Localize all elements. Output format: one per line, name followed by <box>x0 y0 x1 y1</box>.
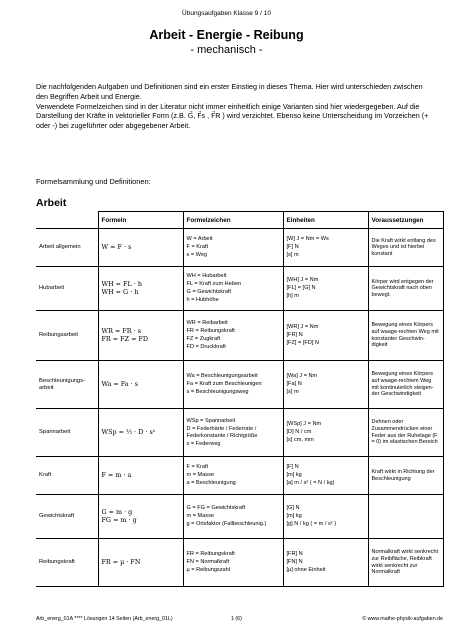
intro-paragraph-1: Die nachfolgenden Aufgaben und Definitionen sind ein erster Einstieg in dieses Thema. Hier wird unterschieden zwischen den Begriffen Arbeit und Energie. <box>36 82 423 101</box>
condition-cell: Dehnen oder Zusammendrücken einer Feder aus der Ruhelage (F = 0) im elastischen Bereich <box>368 409 443 457</box>
symbols-cell-line: W = Arbeit <box>186 236 213 242</box>
header-formelzeichen: Formelzeichen <box>183 212 283 229</box>
symbols-cell-line: g = Ortsfaktor (Fallbeschleunig.) <box>186 521 267 527</box>
units-cell <box>283 457 368 495</box>
formula-table <box>36 211 444 587</box>
symbols-cell-line: h = Hubhöhe <box>186 297 219 303</box>
table-header-row <box>36 212 443 229</box>
row-name: Spannarbeit <box>36 409 98 457</box>
condition-cell: Körper wird entgegen der Gewichtskraft nach oben bewegt. <box>368 267 443 311</box>
symbols-cell-line: WR = Reibarbeit <box>186 320 228 326</box>
symbols-cell-line: m = Masse <box>186 472 215 478</box>
condition-cell <box>368 495 443 539</box>
symbols-cell-line: FZ = Zugkraft <box>186 336 221 342</box>
symbols-cell <box>183 539 283 587</box>
symbols-cell-line: a = Beschleunigung <box>186 480 236 486</box>
units-cell-line: [WR] J = Nm <box>286 324 319 330</box>
formula-cell-line: WR = FR · s <box>101 327 141 335</box>
table-row <box>36 229 443 267</box>
units-cell <box>283 539 368 587</box>
symbols-cell-line: FN = Normalkraft <box>186 559 230 565</box>
formula-cell <box>98 409 183 457</box>
formula-cell-line: FR = µ · FN <box>101 558 141 566</box>
formula-cell-line: WH = FL · h <box>101 280 142 288</box>
row-name: Reibungskraft <box>36 539 98 587</box>
units-cell-line: [FR] N <box>286 551 303 557</box>
row-name: Reibungsarbeit <box>36 311 98 361</box>
units-cell-line: [m] kg <box>286 472 302 478</box>
header-voraussetzungen: Voraussetzungen <box>368 212 443 229</box>
units-cell <box>283 267 368 311</box>
symbols-cell <box>183 311 283 361</box>
units-cell-line: [µ] ohne Einheit <box>286 567 326 573</box>
symbols-cell-line: F = Kraft <box>186 244 209 250</box>
symbols-cell-line: G = Gewichtskraft <box>186 289 232 295</box>
symbols-cell-line: FL = Kraft zum Heben <box>186 281 242 287</box>
units-cell-line: [a] m / s² ( = N / kg) <box>286 480 335 486</box>
symbols-cell <box>183 267 283 311</box>
units-cell-line: [D] N / cm <box>286 429 312 435</box>
symbols-cell-line: G = FG = Gewichtskraft <box>186 505 246 511</box>
row-name: Beschleunigungs-arbeit <box>36 361 98 409</box>
symbols-cell-line: s = Beschleunigungsweg <box>186 389 249 395</box>
symbols-cell-line: s = Federweg <box>186 440 221 447</box>
units-cell-line: [FZ] = [FD] N <box>286 340 319 346</box>
table-row <box>36 311 443 361</box>
footer-page-number: 1 (6) <box>231 616 242 622</box>
condition-cell: Normalkraft wirkt senkrecht zur Reibfläche, Reibkraft wirkt senkrecht zur Normalkraft <box>368 539 443 587</box>
table-row <box>36 361 443 409</box>
symbols-cell-line: Fa = Kraft zum Beschleunigen <box>186 381 262 387</box>
condition-cell: Die Kraft wirkt entlang des Weges und ist hierbei konstant <box>368 229 443 267</box>
units-cell-line: [FL] = [G] N <box>286 285 316 291</box>
units-cell-line: [FN] N <box>286 559 303 565</box>
units-cell-line: [WSp] J = Nm <box>286 421 322 427</box>
formula-cell-line: W = F · s <box>101 243 132 251</box>
row-name: Gewichtskraft <box>36 495 98 539</box>
formula-cell <box>98 495 183 539</box>
page-title: Arbeit - Energie - Reibung <box>149 28 304 42</box>
row-name: Hubarbeit <box>36 267 98 311</box>
units-cell-line: [s] cm, mm <box>286 437 314 443</box>
footer-left: Arb_energ_01A **** Lösungen 14 Seiten (Arb_energ_01L) <box>36 616 173 622</box>
symbols-cell-line: m = Masse <box>186 513 215 519</box>
symbols-cell-line: FR = Reibungskraft <box>186 551 235 557</box>
symbols-cell <box>183 361 283 409</box>
units-cell-line: [Wa] J = Nm <box>286 373 318 379</box>
table-row <box>36 539 443 587</box>
units-cell <box>283 495 368 539</box>
formula-cell <box>98 539 183 587</box>
formula-cell <box>98 361 183 409</box>
header-formeln: Formeln <box>98 212 183 229</box>
table-row <box>36 495 443 539</box>
formula-cell <box>98 229 183 267</box>
units-cell-line: [WH] J = Nm <box>286 277 319 283</box>
page-header: Übungsaufgaben Klasse 9 / 10 <box>182 10 271 17</box>
symbols-cell-line: s = Weg <box>186 252 208 258</box>
condition-cell: Bewegung eines Körpers auf waage-rechtem Weg mit kontinuierlich steigen-der Geschwindigkeit <box>368 361 443 409</box>
symbols-cell-line: Wa = Beschleunigungsarbeit <box>186 373 258 379</box>
formula-cell <box>98 267 183 311</box>
formula-cell-line: FG = m · g <box>101 516 137 524</box>
symbols-cell-line: µ = Reibungszahl <box>186 567 230 573</box>
formula-cell <box>98 311 183 361</box>
formula-cell-line: Wa = Fa · s <box>101 380 138 388</box>
symbols-cell-line: WH = Hubarbeit <box>186 273 227 279</box>
units-cell <box>283 361 368 409</box>
row-name: Kraft <box>36 457 98 495</box>
formula-cell-line: F = m · a <box>101 471 132 479</box>
units-cell <box>283 409 368 457</box>
units-cell-line: [F] N <box>286 464 299 470</box>
formula-cell-line: WSp = ½ · D · s² <box>101 428 156 436</box>
units-cell <box>283 311 368 361</box>
symbols-cell-line: FD = Druckkraft <box>186 344 226 350</box>
table-body <box>36 229 443 587</box>
table-row <box>36 267 443 311</box>
units-cell-line: [FR] N <box>286 332 303 338</box>
units-cell-line: [s] m <box>286 389 299 395</box>
intro-paragraph-2: Verwendete Formelzeichen sind in der Literatur nicht immer einheitlich einige Varianten sind hier wiedergegeben. Auf die Darstellung der Kräfte in vektorieller Form (z.B. G⃗, F⃗s , F⃗R ) wird verzichtet. Ebenso keine Unterscheidung im Vorzeichen (+ oder -) bei zugeführter oder abgegebener Arbeit. <box>36 101 429 131</box>
formula-cell-line: WH = G · h <box>101 288 139 296</box>
header-blank <box>36 212 98 229</box>
units-cell-line: [F] N <box>286 244 299 250</box>
symbols-cell <box>183 457 283 495</box>
units-cell-line: [s] m <box>286 252 299 258</box>
units-cell-line: [W] J = Nm = Ws <box>286 236 329 242</box>
symbols-cell-line: D = Federhärte / Federrate / Federkonstante / Richtgröße <box>186 425 258 439</box>
condition-cell: Kraft wirkt in Richtung der Beschleunigung <box>368 457 443 495</box>
header-einheiten: Einheiten <box>283 212 368 229</box>
intro-text <box>36 82 431 131</box>
page-subtitle: - mechanisch - <box>190 44 263 56</box>
row-name: Arbeit allgemein <box>36 229 98 267</box>
symbols-cell-line: F = Kraft <box>186 464 209 470</box>
table-row <box>36 409 443 457</box>
symbols-cell <box>183 409 283 457</box>
formula-cell-line: FR = FZ = FD <box>101 335 149 343</box>
units-cell-line: [Fa] N <box>286 381 302 387</box>
condition-cell: Bewegung eines Körpers auf waage-rechten Weg mit konstanter Geschwin-digkeit <box>368 311 443 361</box>
units-cell-line: [g] N / kg ( = m / s² ) <box>286 521 337 527</box>
units-cell-line: [h] m <box>286 293 299 299</box>
table-row <box>36 457 443 495</box>
section-label: Formelsammlung und Definitionen: <box>36 177 151 186</box>
units-cell-line: [G] N <box>286 505 300 511</box>
formula-cell <box>98 457 183 495</box>
section-title: Arbeit <box>36 197 67 209</box>
symbols-cell-line: WSp = Spannarbeit <box>186 417 236 424</box>
symbols-cell-line: FR = Reibungskraft <box>186 328 235 334</box>
units-cell-line: [m] kg <box>286 513 302 519</box>
units-cell <box>283 229 368 267</box>
symbols-cell <box>183 229 283 267</box>
footer-copyright: © www.mathe-physik-aufgaben.de <box>362 616 443 622</box>
formula-cell-line: G = m · g <box>101 508 133 516</box>
symbols-cell <box>183 495 283 539</box>
